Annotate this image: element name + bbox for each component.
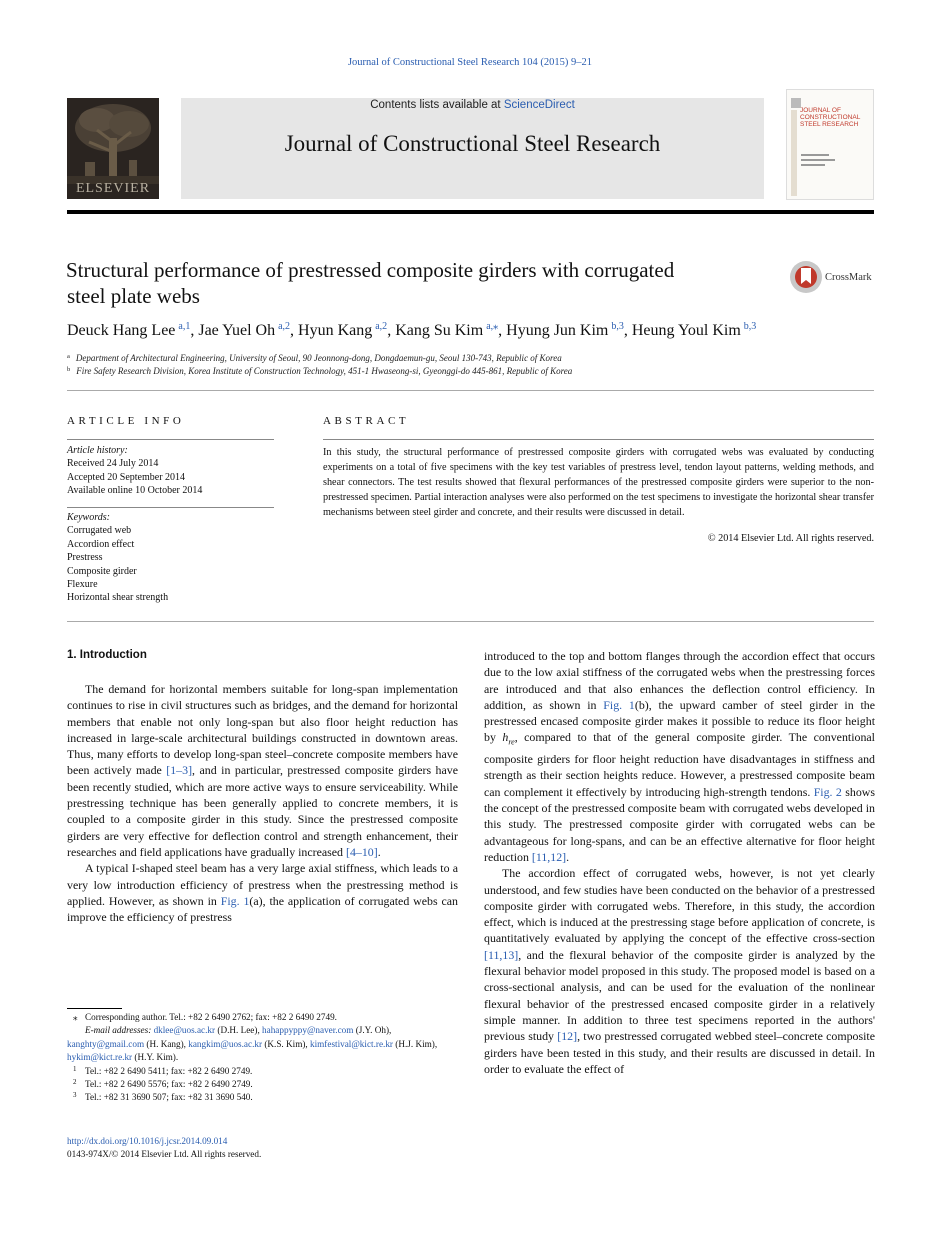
author-name[interactable]: Jae Yuel Oh xyxy=(198,322,276,339)
author-affiliation-marker[interactable]: a,2 xyxy=(278,321,291,332)
author-affiliation-marker[interactable]: a,⁎ xyxy=(486,321,499,332)
email-link[interactable]: kanghty@gmail.com xyxy=(67,1038,145,1049)
author-list xyxy=(67,321,877,340)
author-name[interactable]: Heung Youl Kim xyxy=(631,322,741,339)
author-name[interactable]: Deuck Hang Lee xyxy=(67,322,176,339)
keyword-item: Flexure xyxy=(67,579,98,591)
cover-title: JOURNAL OF CONSTRUCTIONAL STEEL RESEARCH xyxy=(800,107,861,128)
body-column-left xyxy=(67,681,458,925)
keywords-label: Keywords: xyxy=(67,512,110,523)
author-affiliation-marker[interactable]: b,3 xyxy=(743,321,757,332)
email-owner: (K.S. Kim), xyxy=(262,1038,311,1049)
keyword-item: Composite girder xyxy=(67,565,137,577)
email-link[interactable]: hahappyppy@naver.com xyxy=(262,1025,354,1036)
author-affiliation-marker[interactable]: a,1 xyxy=(178,321,191,332)
symbol-h: h xyxy=(502,730,509,745)
email-link[interactable]: hykim@kict.re.kr xyxy=(67,1052,133,1063)
divider xyxy=(67,390,874,391)
divider xyxy=(323,439,874,440)
article-info-heading: ARTICLE INFO xyxy=(67,415,185,427)
elsevier-wordmark: ELSEVIER xyxy=(75,181,151,196)
keyword-item: Corrugated web xyxy=(67,525,132,537)
email-owner: (H.J. Kim), xyxy=(392,1038,438,1049)
footnote-2: 2 Tel.: +82 2 6490 5576; fax: +82 2 6490 2749. xyxy=(73,1078,253,1090)
author-name[interactable]: Hyung Jun Kim xyxy=(506,322,609,339)
body-column-right xyxy=(484,648,875,1077)
figure-link[interactable]: Fig. 2 xyxy=(813,784,842,799)
affiliation-a xyxy=(67,353,867,363)
footnote-corresponding: ⁎ Corresponding author. Tel.: +82 2 6490 2762; fax: +82 2 6490 2749. xyxy=(73,1012,337,1022)
journal-reference-link[interactable]: Journal of Constructional Steel Research 104 (2015) 9–21 xyxy=(347,57,593,68)
contents-prefix: Contents lists available at xyxy=(370,99,504,111)
paragraph: A typical I-shaped steel beam has a very large axial stiffness, which leads to a very low introduction efficiency of prestress when the prestressing method is applied. However, as shown in Fig. 1(a), the application of corrugated webs can improve the efficiency of prestress xyxy=(67,861,458,925)
header-rule xyxy=(67,210,874,214)
keywords xyxy=(67,511,277,605)
affiliation-key: a xyxy=(67,353,70,360)
author-affiliation-marker[interactable]: a,2 xyxy=(375,321,388,332)
history-online: Available online 10 October 2014 xyxy=(67,485,203,497)
affiliation-text: Fire Safety Research Division, Korea Institute of Construction Technology, 451-1 Hwaseong-si, Gyeonggi-do 445-861, Republic of Korea xyxy=(76,366,573,376)
author-name[interactable]: Hyun Kang xyxy=(298,322,373,339)
issn-line: 0143-974X/© 2014 Elsevier Ltd. All rights reserved. xyxy=(67,1149,262,1159)
email-link[interactable]: dklee@uos.ac.kr xyxy=(153,1025,216,1036)
article-title-line-2: steel plate webs xyxy=(67,284,200,308)
sciencedirect-link[interactable]: ScienceDirect xyxy=(503,99,575,111)
abstract-heading: ABSTRACT xyxy=(323,415,410,427)
history-received: Received 24 July 2014 xyxy=(67,458,159,470)
footnote-3: 3 Tel.: +82 31 3690 507; fax: +82 31 3690 540. xyxy=(73,1091,253,1103)
divider xyxy=(67,621,874,622)
email-owner: (H.Y. Kim). xyxy=(132,1052,179,1063)
cover-side-strip xyxy=(791,110,797,196)
author-name[interactable]: Kang Su Kim xyxy=(395,322,484,339)
article-history xyxy=(67,444,277,498)
figure-link[interactable]: Fig. 1 xyxy=(220,893,250,908)
affiliation-key: b xyxy=(67,366,71,373)
affiliation-text: Department of Architectural Engineering, University of Seoul, 90 Jeonnong-dong, Dongdaemun-gu, Seoul 130-743, Republic of Korea xyxy=(75,353,562,363)
article-title-line-1: Structural performance of prestressed composite girders with corrugated xyxy=(66,258,675,282)
section-heading-introduction: 1. Introduction xyxy=(67,649,147,661)
citation-link[interactable]: [1–3] xyxy=(166,763,193,778)
footnotes xyxy=(67,1011,458,1105)
paragraph: The demand for horizontal members suitable for long-span implementation continues to rise in civil structures such as bridges, and the demand for horizontal members that enable not only long-span but also floor height reduction has increased in large-scale architectural buildings constructed in downtown areas. Thus, many efforts to develop long-span steel–concrete composite members have been actively made [1–3], and in particular, prestressed composite girders have been recently studied, which are more active ways to ensure serviceability. While prestressing technique has been generally applied to concrete members, it is coupled to a composite girder in this study. Since the prestressed composite girders are very effective for deflection control and strength enhancement, their researches and field applications have gradually increased [4–10]. xyxy=(67,682,459,859)
citation-link[interactable]: [11,12] xyxy=(531,849,567,864)
email-owner: (D.H. Lee), xyxy=(215,1025,263,1036)
author-separator: , xyxy=(190,322,199,339)
cover-editor-lines xyxy=(801,154,841,169)
email-owner: (J.Y. Oh), xyxy=(353,1025,392,1036)
crossmark-badge[interactable] xyxy=(790,261,880,293)
journal-name[interactable]: Journal of Constructional Steel Research xyxy=(284,131,661,156)
author-separator: , xyxy=(498,322,507,339)
paragraph: introduced to the top and bottom flanges through the accordion effect that occurs due to the low axial stiffness of the corrugated webs when the prestressing forces are introduced and that also enhances the deflection control efficiency. In addition, as shown in Fig. 1(b), the upward camber of steel girder in the prestressed encased composite girder makes it possible to reduce its floor height by $h_{re}$, compared to that of the general composite girder. The conventional composite girders for floor height reduction have disadvantages in stiffness and strength as their section heights reduce. However, a prestressed composite beam can complement it effectively by introducing high-strength tendons. Fig. 2 shows the concept of the prestressed composite beam with corrugated webs developed in this study. The prestressed composite girder with corrugated webs can be advantageous for long-spans, and can be an effective alternative for floor height reduction [11,12]. xyxy=(484,649,875,864)
journal-cover-thumbnail[interactable] xyxy=(786,89,874,200)
history-label: Article history: xyxy=(67,445,128,456)
keyword-item: Accordion effect xyxy=(67,538,135,550)
divider xyxy=(67,439,274,440)
author-separator: , xyxy=(290,322,299,339)
citation-link[interactable]: [12] xyxy=(557,1029,578,1044)
abstract-text: In this study, the structural performance of prestressed composite girders with corrugated webs was evaluated by conducting experiments on a total of five specimens with the key test variables of prestress level, tendon layout patterns, welding methods, and shear connectors. The test results showed that flexural performances of the prestressed composite girders were superior to the non-prestressed specimen. Partial interaction analyses were also performed on the test specimens to investigate the horizontal shear transfer mechanisms between steel girder and concrete, and their results were discussed in detail. xyxy=(323,447,874,518)
email-link[interactable]: kangkim@uos.ac.kr xyxy=(188,1038,263,1049)
article-title xyxy=(66,257,766,309)
author-separator: , xyxy=(623,322,632,339)
divider xyxy=(67,507,274,508)
footnote-emails: E-mail addresses: dklee@uos.ac.kr (D.H. Lee), hahappyppy@naver.com (J.Y. Oh), kanghty@gmail.com (H. Kang), kangkim@uos.ac.kr (K.S. Kim), kimfestival@kict.re.kr (H.J. Kim), hykim@kict.re.kr (H.Y. Kim). xyxy=(67,1025,438,1063)
footnote-rule xyxy=(67,1008,122,1009)
email-owner: (H. Kang), xyxy=(144,1038,189,1049)
crossmark-label: CrossMark xyxy=(825,272,872,283)
symbol-h-subscript: re xyxy=(508,737,515,747)
figure-link[interactable]: Fig. 1 xyxy=(603,697,635,712)
elsevier-tree-icon xyxy=(67,98,159,184)
author-separator: , xyxy=(387,322,396,339)
citation-link[interactable]: [11,13] xyxy=(484,947,519,962)
keyword-item: Horizontal shear strength xyxy=(67,592,169,604)
doi-link[interactable]: http://dx.doi.org/10.1016/j.jcsr.2014.09.014 xyxy=(67,1136,228,1146)
author-affiliation-marker[interactable]: b,3 xyxy=(611,321,624,332)
history-accepted: Accepted 20 September 2014 xyxy=(67,471,186,483)
affiliation-b xyxy=(67,366,867,376)
email-link[interactable]: kimfestival@kict.re.kr xyxy=(310,1038,393,1049)
keyword-item: Prestress xyxy=(67,552,103,564)
crossmark-icon xyxy=(790,261,822,293)
elsevier-logo xyxy=(67,98,159,199)
contents-availability xyxy=(181,99,764,111)
abstract-copyright: © 2014 Elsevier Ltd. All rights reserved. xyxy=(707,533,874,544)
footnote-1: 1 Tel.: +82 2 6490 5411; fax: +82 2 6490 2749. xyxy=(73,1064,253,1076)
paragraph: The accordion effect of corrugated webs, however, is not yet clearly understood, and few studies have been conducted on the behavior of a prestressed composite girder with corrugated webs. Therefore, in this study, the accordion effect, which is induced at the prestressing stage before application of concrete, is quantitatively evaluated by applying the concept of the effective cross-section [11,13], and the flexural behavior of the composite girder is analyzed by the flexural behavior model proposed in this study. The proposed model is based on a cross-sectional analysis, and can be used for the evaluation of the nonlinear flexural behavior of the prestressed encased composite girder in a relatively simple manner. In addition to three test specimens reported in the authors' previous study [12], two prestressed corrugated webbed steel–concrete composite girders have been tested in this study, and their results are discussed in detail. In order to evaluate the effect of xyxy=(484,866,875,1076)
citation-link[interactable]: [4–10] xyxy=(345,844,378,859)
